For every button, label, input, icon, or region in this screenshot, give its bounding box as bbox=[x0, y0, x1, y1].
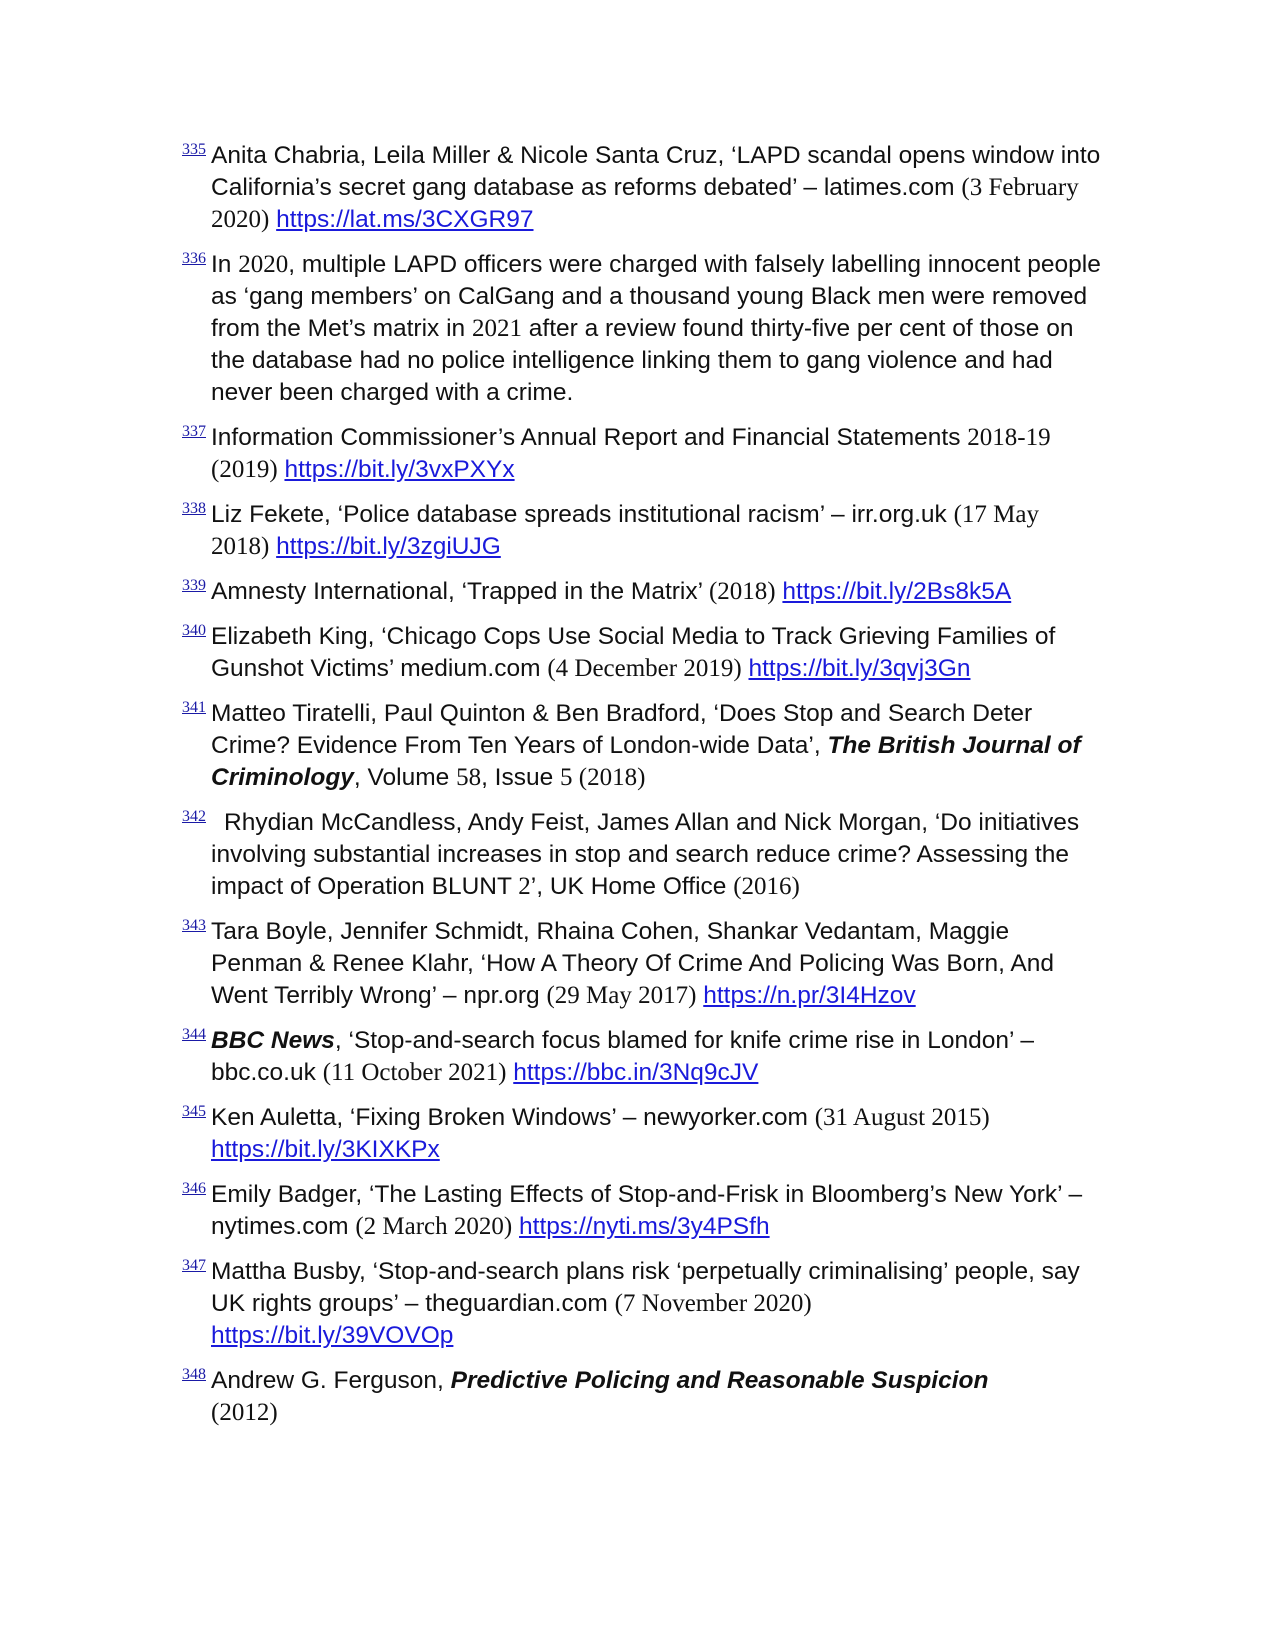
footnote-number[interactable]: 348 bbox=[182, 1366, 206, 1383]
footnote-number[interactable]: 341 bbox=[182, 699, 206, 716]
footnote-336: $^{336}$ In 2020, multiple LAPD officers were charged with falsely labelling innocent people as ‘gang members’ on CalGang and a thousand young Black men were removed from the Met’s matrix in 2021 after a review found thirty-five per cent of those on the database had no police intelligence linking them to gang violence and had never been charged with a crime. bbox=[182, 250, 1101, 406]
footnote-number[interactable]: 336 bbox=[182, 250, 206, 267]
footnote-339: $^{339}$ Amnesty International, ‘Trapped in the Matrix’ (2018) https://bit.ly/2Bs8k5A bbox=[182, 577, 1012, 605]
footnote-338: $^{338}$ Liz Fekete, ‘Police database spreads institutional racism’ – irr.org.uk (17 May 2018) https://bit.ly/3zgiUJG bbox=[182, 500, 1040, 560]
reference-link[interactable]: https://bbc.in/3Nq9cJV bbox=[513, 1059, 759, 1086]
journal-title: The British Journal of Criminology bbox=[211, 732, 1081, 791]
footnote-number[interactable]: 345 bbox=[182, 1103, 206, 1120]
footnote-344: $^{344}$ BBC News, ‘Stop-and-search focus blamed for knife crime rise in London’ – bbc.co.uk (11 October 2021) https://bbc.in/3Nq9cJV bbox=[182, 1026, 1034, 1086]
reference-link[interactable]: https://bit.ly/3KIXKPx bbox=[211, 1136, 440, 1163]
footnote-342: $^{342}$ Rhydian McCandless, Andy Feist, James Allan and Nick Morgan, ‘Do initiatives involving substantial increases in stop and search reduce crime? Assessing the impact of Operation BLUNT 2’, UK Home Office (2016) bbox=[182, 808, 1080, 900]
footnote-346: $^{346}$ Emily Badger, ‘The Lasting Effects of Stop-and-Frisk in Bloomberg’s New York’ – nytimes.com (2 March 2020) https://nyti.ms/3y4PSfh bbox=[182, 1180, 1083, 1240]
footnote-number[interactable]: 335 bbox=[182, 141, 206, 158]
footnote-347: $^{347}$ Mattha Busby, ‘Stop-and-search plans risk ‘perpetually criminalising’ people, say UK rights groups’ – theguardian.com (7 November 2020) https://bit.ly/39VOVOp bbox=[182, 1257, 1080, 1349]
reference-link[interactable]: https://nyti.ms/3y4PSfh bbox=[519, 1213, 770, 1240]
footnote-341: $^{341}$ Matteo Tiratelli, Paul Quinton & Ben Bradford, ‘Does Stop and Search Deter Crime? Evidence From Ten Years of London-wide Data’, The British Journal of Criminology, Volume 58, Issue 5 (2018) bbox=[182, 699, 1081, 791]
reference-link[interactable]: https://bit.ly/3vxPXYx bbox=[284, 456, 515, 483]
reference-link[interactable]: https://bit.ly/39VOVOp bbox=[211, 1322, 454, 1349]
footnote-number[interactable]: 338 bbox=[182, 500, 206, 517]
footnote-number[interactable]: 339 bbox=[182, 577, 206, 594]
footnote-337: $^{337}$ Information Commissioner’s Annual Report and Financial Statements 2018-19 (2019) https://bit.ly/3vxPXYx bbox=[182, 423, 1051, 483]
reference-link[interactable]: https://bit.ly/3qvj3Gn bbox=[748, 655, 971, 682]
footnote-345: $^{345}$ Ken Auletta, ‘Fixing Broken Windows’ – newyorker.com (31 August 2015) https://bit.ly/3KIXKPx bbox=[182, 1103, 990, 1163]
footnotes-page bbox=[182, 140, 1102, 1442]
footnote-number[interactable]: 337 bbox=[182, 423, 206, 440]
footnote-number[interactable]: 346 bbox=[182, 1180, 206, 1197]
footnote-335: $^{335}$ Anita Chabria, Leila Miller & Nicole Santa Cruz, ‘LAPD scandal opens window into California’s secret gang database as reforms debated’ – latimes.com (3 February 2020) https://lat.ms/3CXGR97 bbox=[182, 141, 1101, 233]
reference-link[interactable]: https://lat.ms/3CXGR97 bbox=[276, 206, 534, 233]
footnote-number[interactable]: 342 bbox=[182, 808, 206, 825]
reference-link[interactable]: https://n.pr/3I4Hzov bbox=[703, 982, 916, 1009]
book-title: Predictive Policing and Reasonable Suspicion bbox=[450, 1367, 989, 1394]
source-title: BBC News bbox=[211, 1027, 335, 1054]
reference-link[interactable]: https://bit.ly/3zgiUJG bbox=[276, 533, 501, 560]
footnote-348: $^{348}$ Andrew G. Ferguson, Predictive Policing and Reasonable Suspicion (2012) bbox=[182, 1366, 989, 1426]
reference-link[interactable]: https://bit.ly/2Bs8k5A bbox=[782, 578, 1012, 605]
footnote-number[interactable]: 340 bbox=[182, 622, 206, 639]
footnote-340: $^{340}$ Elizabeth King, ‘Chicago Cops Use Social Media to Track Grieving Families of Gunshot Victims’ medium.com (4 December 2019) https://bit.ly/3qvj3Gn bbox=[182, 622, 1056, 682]
footnote-343: $^{343}$ Tara Boyle, Jennifer Schmidt, Rhaina Cohen, Shankar Vedantam, Maggie Penman & Renee Klahr, ‘How A Theory Of Crime And Policing Was Born, And Went Terribly Wrong’ – npr.org (29 May 2017) https://n.pr/3I4Hzov bbox=[182, 917, 1054, 1009]
footnote-number[interactable]: 343 bbox=[182, 917, 206, 934]
footnote-number[interactable]: 347 bbox=[182, 1257, 206, 1274]
footnote-number[interactable]: 344 bbox=[182, 1026, 206, 1043]
